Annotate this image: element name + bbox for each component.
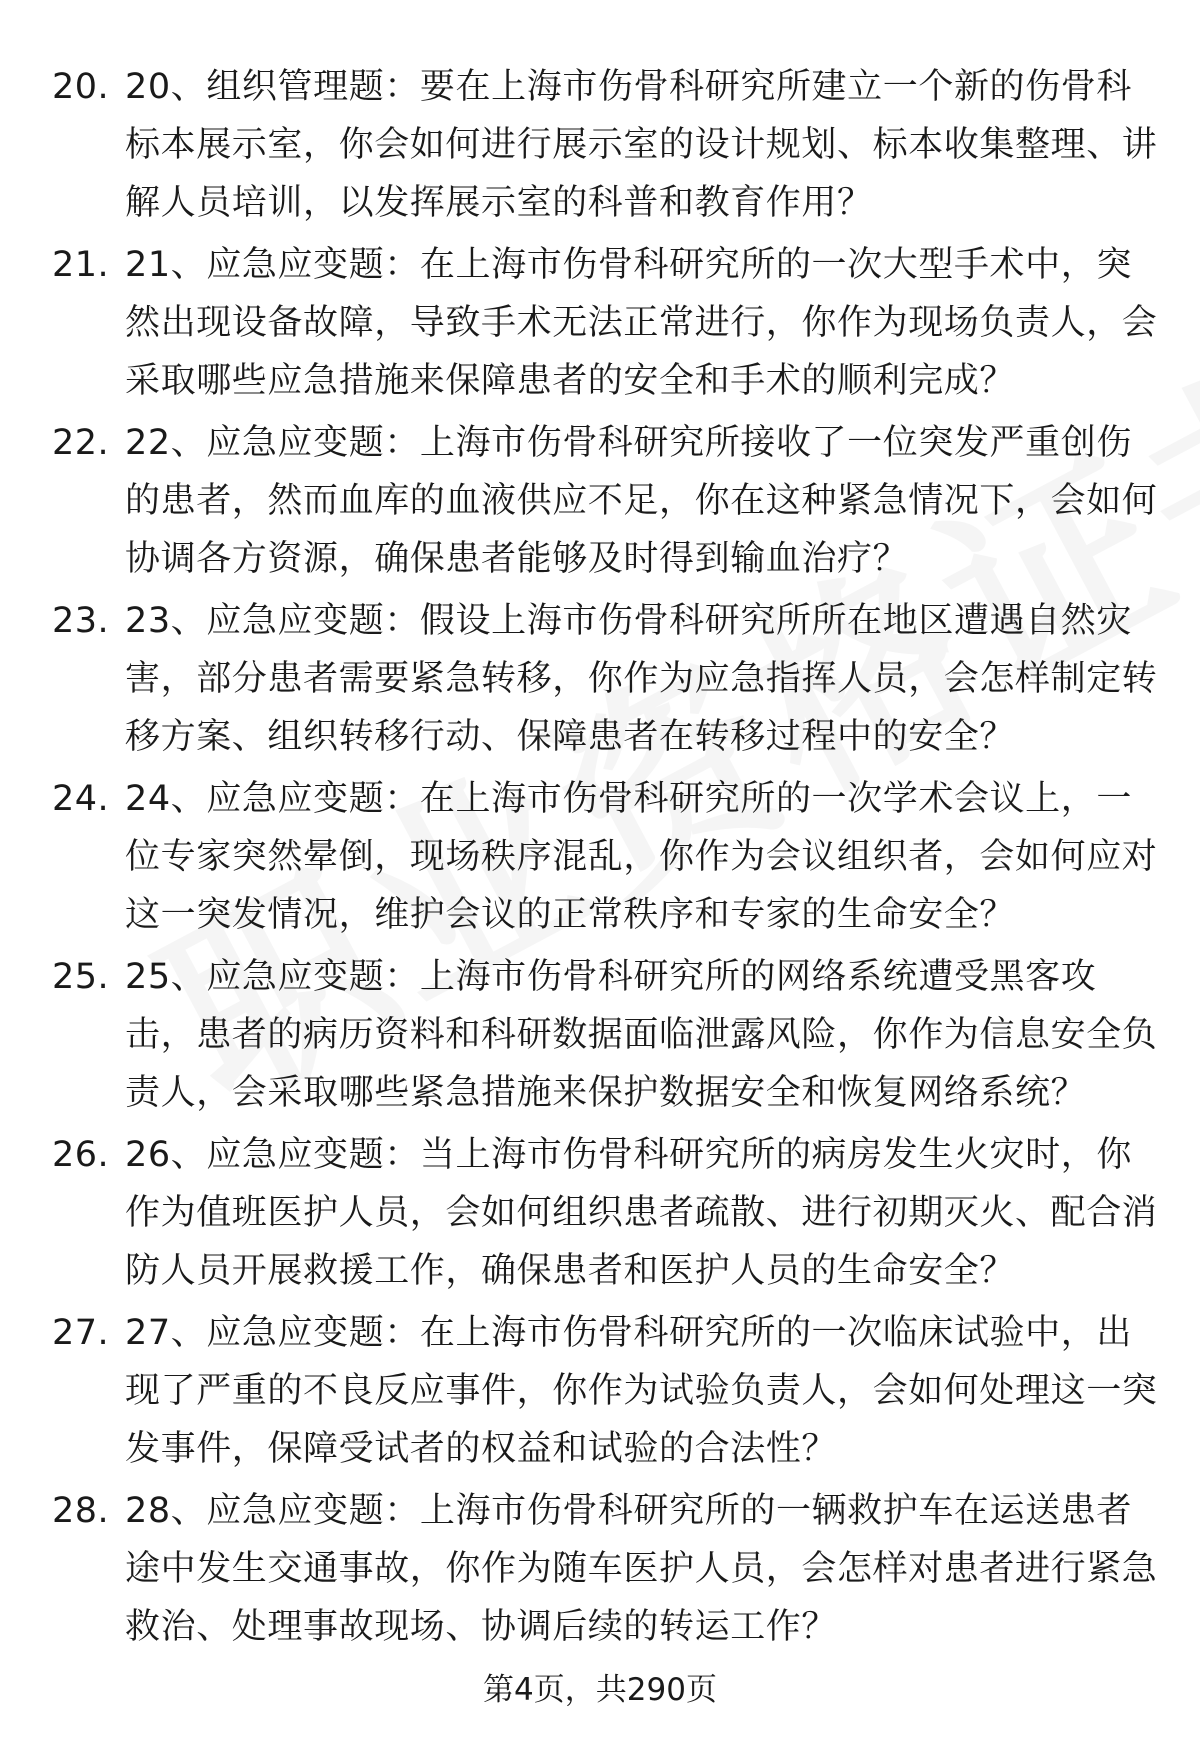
question-text: 20、组织管理题：要在上海市伤骨科研究所建立一个新的伤骨科标本展示室，你会如何进行展示室的设计规划、标本收集整理、讲解人员培训，以发挥展示室的科普和教育作用？ bbox=[125, 67, 1158, 223]
question-item bbox=[52, 948, 1162, 1126]
question-number: 21. bbox=[52, 245, 110, 285]
question-text: 25、应急应变题：上海市伤骨科研究所的网络系统遭受黑客攻击，患者的病历资料和科研数据面临泄露风险，你作为信息安全负责人，会采取哪些紧急措施来保护数据安全和恢复网络系统？ bbox=[125, 957, 1158, 1113]
question-text: 21、应急应变题：在上海市伤骨科研究所的一次大型手术中，突然出现设备故障，导致手术无法正常进行，你作为现场负责人，会采取哪些应急措施来保障患者的安全和手术的顺利完成？ bbox=[125, 245, 1158, 401]
question-text: 27、应急应变题：在上海市伤骨科研究所的一次临床试验中，出现了严重的不良反应事件，你作为试验负责人，会如何处理这一突发事件，保障受试者的权益和试验的合法性？ bbox=[125, 1313, 1158, 1469]
page-footer: 第4页，共290页 bbox=[483, 1672, 717, 1708]
question-text: 24、应急应变题：在上海市伤骨科研究所的一次学术会议上，一位专家突然晕倒，现场秩序混乱，你作为会议组织者，会如何应对这一突发情况，维护会议的正常秩序和专家的生命安全？ bbox=[125, 779, 1158, 935]
question-item bbox=[52, 770, 1162, 948]
question-item bbox=[52, 1482, 1162, 1660]
question-item bbox=[52, 236, 1162, 414]
question-item bbox=[52, 1126, 1162, 1304]
question-list bbox=[52, 58, 1162, 1660]
question-text: 28、应急应变题：上海市伤骨科研究所的一辆救护车在运送患者途中发生交通事故，你作为随车医护人员，会怎样对患者进行紧急救治、处理事故现场、协调后续的转运工作？ bbox=[125, 1491, 1158, 1647]
question-text: 26、应急应变题：当上海市伤骨科研究所的病房发生火灾时，你作为值班医护人员，会如何组织患者疏散、进行初期灭火、配合消防人员开展救援工作，确保患者和医护人员的生命安全？ bbox=[125, 1135, 1158, 1291]
question-item bbox=[52, 414, 1162, 592]
question-text: 22、应急应变题：上海市伤骨科研究所接收了一位突发严重创伤的患者，然而血库的血液供应不足，你在这种紧急情况下，会如何协调各方资源，确保患者能够及时得到输血治疗？ bbox=[125, 423, 1158, 579]
question-number: 27. bbox=[52, 1313, 110, 1353]
question-number: 23. bbox=[52, 601, 110, 641]
question-number: 25. bbox=[52, 957, 110, 997]
question-number: 26. bbox=[52, 1135, 110, 1175]
question-number: 24. bbox=[52, 779, 110, 819]
question-item bbox=[52, 592, 1162, 770]
question-number: 22. bbox=[52, 423, 110, 463]
question-text: 23、应急应变题：假设上海市伤骨科研究所所在地区遭遇自然灾害，部分患者需要紧急转移，你作为应急指挥人员，会怎样制定转移方案、组织转移行动、保障患者在转移过程中的安全？ bbox=[125, 601, 1158, 757]
question-item bbox=[52, 1304, 1162, 1482]
question-item bbox=[52, 58, 1162, 236]
question-number: 20. bbox=[52, 67, 110, 107]
question-number: 28. bbox=[52, 1491, 110, 1531]
